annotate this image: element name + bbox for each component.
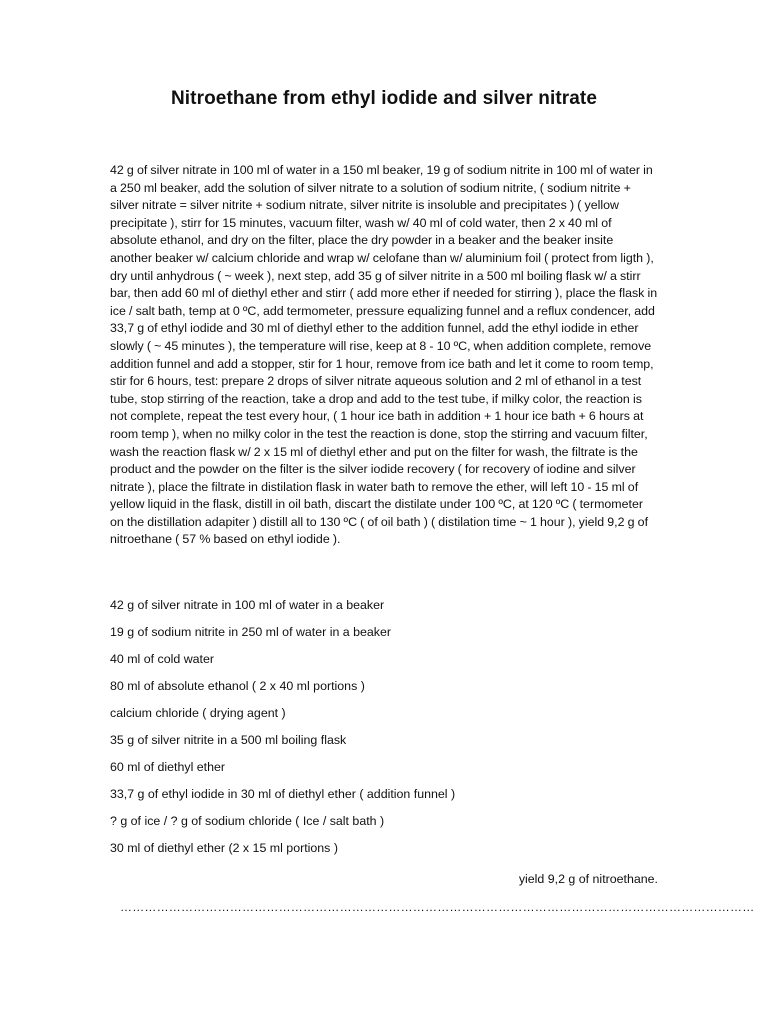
document-title: Nitroethane from ethyl iodide and silver nitrate	[170, 88, 598, 109]
list-item: ? g of ice / ? g of sodium chloride ( Ice / salt bath )	[110, 814, 385, 828]
list-item: 42 g of silver nitrate in 100 ml of water in a beaker	[110, 598, 385, 612]
list-item: 30 ml of diethyl ether (2 x 15 ml portions )	[110, 841, 338, 855]
list-item: 40 ml of cold water	[110, 652, 214, 666]
list-item: 19 g of sodium nitrite in 250 ml of water in a beaker	[110, 625, 392, 639]
procedure-paragraph: 42 g of silver nitrate in 100 ml of water in a 150 ml beaker, 19 g of sodium nitrite in 100 ml of water in a 250 ml beaker, add the solution of silver nitrate to a solution of sodium nitrite, ( sodium nitrite + silver nitrate = silver nitrite + sodium nitrate, silver nitrite is insoluble and precipitates ) ( yellow precipitate ), stirr for 15 minutes, vacuum filter, wash w/ 40 ml of cold water, then 2 x 40 ml of absolute ethanol, and dry on the filter, place the dry powder in a beaker and the beaker insite another beaker w/ calcium chloride and wrap w/ celofane than w/ aluminium foil ( protect from ligth ), dry until anhydrous ( ~ week ), next step, add 35 g of silver nitrite in a 500 ml boiling flask w/ a stirr bar, then add 60 ml of diethyl ether and stirr ( add more ether if needed for stirring ), place the flask in ice / salt bath, temp at 0 ºC, add termometer, pressure equalizing funnel and a reflux condencer, add 33,7 g of ethyl iodide and 30 ml of diethyl ether to the addition funnel, add the ethyl iodide in ether slowly ( ~ 45 minutes ), the temperature will rise, keep at 8 - 10 ºC, when addition complete, remove addition funnel and add a stopper, stir for 1 hour, remove from ice bath and let it come to room temp, stir for 6 hours, test: prepare 2 drops of silver nitrate aqueous solution and 2 ml of ethanol in a test tube, stop stirring of the reaction, take a drop and add to the test tube, if milky color, the reaction is not complete, repeat the test every hour, ( 1 hour ice bath in addition + 1 hour ice bath + 6 hours at room temp ), when no milky color in the test the reaction is done, stop the stirring and vacuum filter, wash the reaction flask w/ 2 x 15 ml of diethyl ether and put on the filter for wash, the filtrate is the product and the powder on the filter is the silver iodide recovery ( for recovery of iodine and silver nitrate ), place the filtrate in distilation flask in water bath to remove the ether, will left 10 - 15 ml of yellow liquid in the flask, distill in oil bath, discart the distilate under 100 ºC, at 120 ºC ( termometer on the distillation adapiter ) distill all to 130 ºC ( of oil bath ) ( distilation time ~ 1 hour ), yield 9,2 g of nitroethane ( 57 % based on ethyl iodide ).	[110, 163, 658, 547]
yield-line: yield 9,2 g of nitroethane.	[518, 872, 658, 886]
list-item: 80 ml of absolute ethanol ( 2 x 40 ml portions )	[110, 679, 365, 693]
dotted-separator: …………………………………………………………………………………………………………………………………………	[120, 900, 755, 914]
reagent-list	[110, 597, 658, 867]
list-item: 33,7 g of ethyl iodide in 30 ml of diethyl ether ( addition funnel )	[110, 787, 456, 801]
list-item: 60 ml of diethyl ether	[110, 760, 226, 774]
list-item: 35 g of silver nitrite in a 500 ml boiling flask	[110, 733, 347, 747]
list-item: calcium chloride ( drying agent )	[110, 706, 286, 720]
